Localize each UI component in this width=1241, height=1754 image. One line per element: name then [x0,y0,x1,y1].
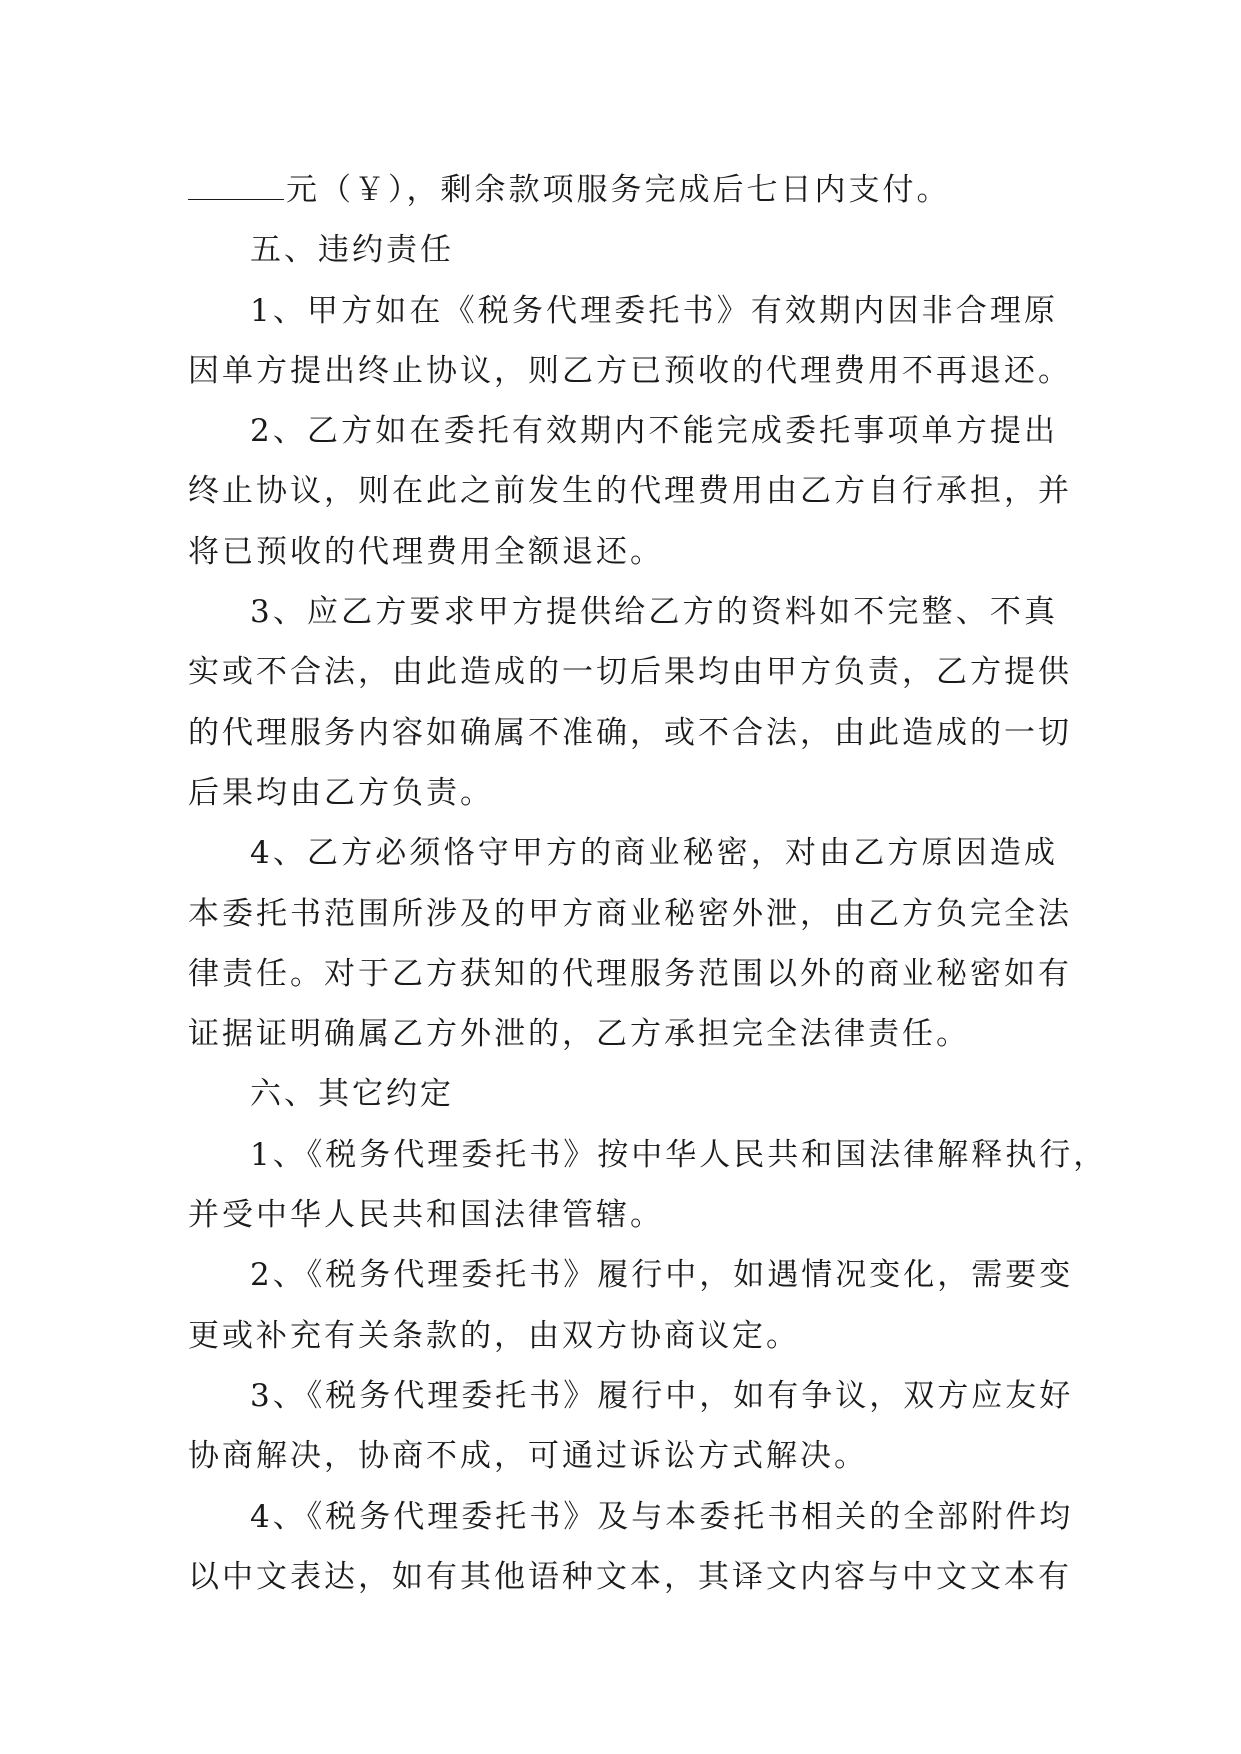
line-text: 1、《税务代理委托书》按中华人民共和国法律解释执行， [250,1136,1108,1173]
text-line [188,823,1058,883]
line-text: 2、乙方如在委托有效期内不能完成委托事项单方提出 [250,413,1058,450]
line-text: 律责任。对于乙方获知的代理服务范围以外的商业秘密如有 [188,955,1072,992]
line-text: 后果均由乙方负责。 [188,774,494,811]
text-line [188,341,1072,401]
document-body [188,160,1108,1607]
text-line [188,642,1072,702]
line-text: 4、乙方必须恪守甲方的商业秘密，对由乙方原因造成 [250,835,1058,872]
line-text: 实或不合法，由此造成的一切后果均由甲方负责，乙方提供 [188,654,1072,691]
text-line [188,461,1072,521]
text-line [188,1306,1058,1366]
document-page [188,160,1108,1607]
line-text: 2、《税务代理委托书》履行中，如遇情况变化，需要变 [250,1257,1074,1294]
line-text: 4、《税务代理委托书》及与本委托书相关的全部附件均 [250,1498,1074,1535]
text-line [188,1004,1058,1064]
text-line [188,281,1058,341]
line-text: 证据证明确属乙方外泄的，乙方承担完全法律责任。 [188,1016,970,1053]
line-text: 3、应乙方要求甲方提供给乙方的资料如不完整、不真 [250,594,1058,631]
line-text: 将已预收的代理费用全额退还。 [188,533,664,570]
line-text: 协商解决，协商不成，可通过诉讼方式解决。 [188,1438,868,1475]
text-line [188,1366,1074,1426]
line-text: 以中文表达，如有其他语种文本，其译文内容与中文文本有 [188,1558,1072,1595]
line-text: 3、《税务代理委托书》履行中，如有争议，双方应友好 [250,1377,1074,1414]
line-text: 的代理服务内容如确属不准确，或不合法，由此造成的一切 [188,714,1072,751]
text-line [188,522,1058,582]
text-line [188,401,1058,461]
text-line [188,1125,1108,1185]
fill-in-blank [188,173,284,200]
text-line [188,1185,1058,1245]
text-line [188,1547,1072,1607]
text-line [188,703,1072,763]
text-line [188,884,1072,944]
text-line [188,1426,1058,1486]
line-text: 五、违约责任 [250,232,454,269]
text-line [188,220,1058,280]
line-text: 1、甲方如在《税务代理委托书》有效期内因非合理原 [250,292,1058,329]
line-text: 并受中华人民共和国法律管辖。 [188,1197,664,1234]
text-line [188,944,1072,1004]
line-text: 六、其它约定 [250,1076,454,1113]
text-line [188,1064,1058,1124]
line-text: 终止协议，则在此之前发生的代理费用由乙方自行承担，并 [188,473,1072,510]
line-text: 元（￥），剩余款项服务完成后七日内支付。 [286,172,951,208]
line-text: 更或补充有关条款的，由双方协商议定。 [188,1317,800,1354]
text-line [188,1245,1074,1305]
line-text: 本委托书范围所涉及的甲方商业秘密外泄，由乙方负完全法 [188,895,1072,932]
text-line [188,1487,1074,1547]
text-line [188,160,1058,220]
text-line [188,763,1058,823]
text-line [188,582,1058,642]
line-text: 因单方提出终止协议，则乙方已预收的代理费用不再退还。 [188,352,1072,389]
